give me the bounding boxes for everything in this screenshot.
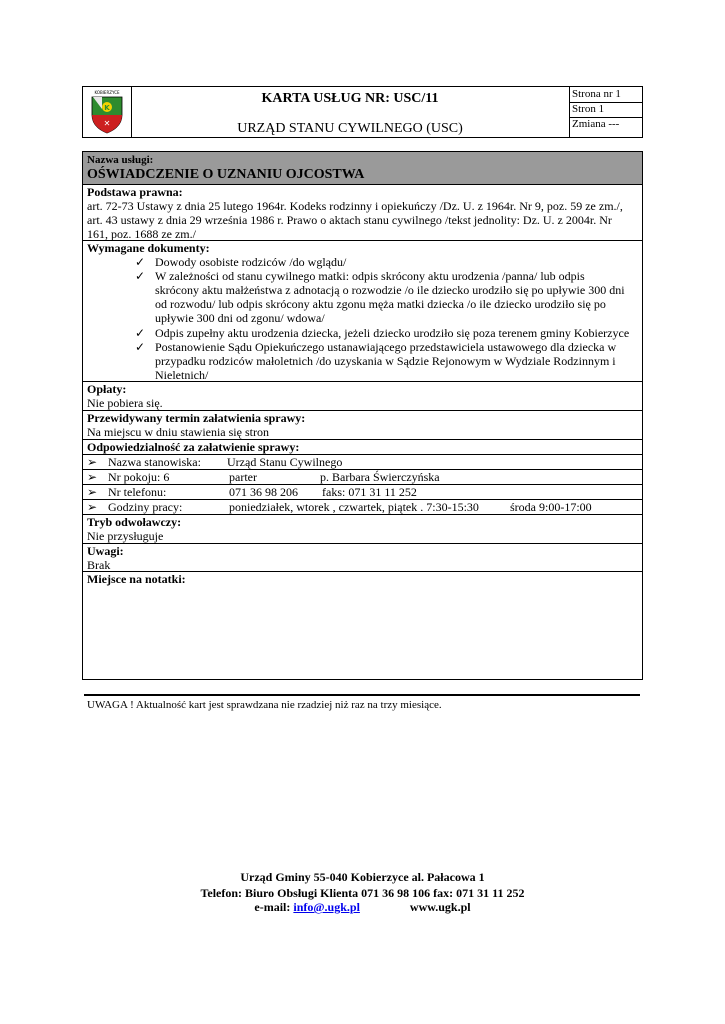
notes-section[interactable] [83,572,642,678]
appeal-value: Nie przysługuje [87,529,164,543]
divider [84,694,640,696]
deadline-section [83,411,642,439]
legal-basis-section [83,185,642,239]
legal-basis-line: art. 43 ustawy z dnia 29 września 1986 r. Prawo o aktach stanu cywilnego /tekst jednolity: Dz. U. z 2004r. Nr [87,213,612,227]
service-name: OŚWIADCZENIE O UZNANIU OJCOSTWA [87,167,365,182]
fees-label: Opłaty: [87,382,127,396]
header-table [82,86,643,138]
check-icon: ✓ [135,340,146,354]
document-item: od rozwodu/ lub odpis skrócony aktu zgonu męża matki dziecka /o ile dziecko urodziło się po [155,297,606,311]
hours-label: Godziny pracy: [108,500,183,514]
service-card-table [82,151,643,680]
room-floor: parter [229,470,257,484]
responsibility-label: Odpowiedzialność za załatwienie sprawy: [87,440,300,454]
remarks-label: Uwagi: [87,544,124,558]
service-name-label: Nazwa usługi: [87,154,154,166]
document-item: Postanowienie Sądu Opiekuńczego ustanawiającego przedstawiciela ustawowego dla dziecka w [155,340,617,354]
appeal-section [83,515,642,543]
room-label: Nr pokoju: 6 [108,470,170,484]
legal-basis-label: Podstawa prawna: [87,185,183,199]
arrow-bullet-icon: ➢ [87,470,98,484]
room-person: p. Barbara Świerczyńska [320,470,440,484]
responsibility-position-row [83,455,642,469]
phone-label: Nr telefonu: [108,485,167,499]
svg-text:✕: ✕ [103,119,111,128]
deadline-label: Przewidywany termin załatwienia sprawy: [87,411,306,425]
check-icon: ✓ [135,326,146,340]
document-item: Nieletnich/ [155,368,209,382]
remarks-value: Brak [87,558,111,572]
document-item: skrócony aktu małżeństwa z adnotacją o rozwodzie /o ile dziecko urodziło się po upływie 300 dni [155,283,625,297]
document-item: przypadku rodziców małoletnich /do uzyskania w Sądzie Rejonowym w Wydziale Rodzinnym i [155,354,616,368]
arrow-bullet-icon: ➢ [87,485,98,499]
fees-section [83,382,642,410]
document-item: Odpis zupełny aktu urodzenia dziecka, jeżeli dziecko urodziło się poza terenem gminy Kobierzyce [155,326,630,340]
website: www.ugk.pl [409,900,471,914]
update-notice: UWAGA ! Aktualność kart jest sprawdzana nie rzadziej niż raz na trzy miesiące. [87,699,442,711]
required-documents-label: Wymagane dokumenty: [87,241,210,255]
page-count: Stron 1 [572,103,605,115]
deadline-value: Na miejscu w dniu stawienia się stron [87,425,269,439]
footer-contact [0,900,725,915]
service-name-section [83,152,642,184]
email-label: e-mail: [254,900,294,914]
legal-basis-line: 161, poz. 1688 ze zm./ [87,227,196,241]
document-item: W zależności od stanu cywilnego matki: odpis skrócony aktu urodzenia /panna/ lub odpis [155,269,585,283]
responsibility-room-row [83,470,642,484]
svg-text:KOBIERZYCE: KOBIERZYCE [94,90,120,95]
appeal-label: Tryb odwoławczy: [87,515,182,529]
footer-address: Urząd Gminy 55-040 Kobierzyce al. Pałacowa 1 [240,870,485,884]
check-icon: ✓ [135,255,146,269]
card-title: KARTA USŁUG NR: USC/11 [261,91,439,106]
hours-value: poniedziałek, wtorek , czwartek, piątek . 7:30-15:30 [229,500,479,514]
responsibility-hours-row [83,500,642,514]
title-cell [131,87,570,137]
required-documents-section [83,241,642,381]
legal-basis-line: art. 72-73 Ustawy z dnia 25 lutego 1964r. Kodeks rodzinny i opiekuńczy /Dz. U. z 1964r. Nr 9, poz. 59 ze zm./, [87,199,623,213]
svg-text:K: K [104,104,110,112]
document-item: upływie 300 dni od zgonu/ wdowa/ [155,311,325,325]
check-icon: ✓ [135,269,146,283]
phone-value: 071 36 98 206 [229,485,298,499]
responsibility-label-row [83,440,642,454]
page-meta-cell [570,87,643,137]
revision: Zmiana --- [572,118,620,130]
hours-wednesday: środa 9:00-17:00 [510,500,592,514]
footer-phone: Telefon: Biuro Obsługi Klienta 071 36 98 106 fax: 071 31 11 252 [200,886,525,900]
position-value: Urząd Stanu Cywilnego [227,455,343,469]
page-number: Strona nr 1 [572,88,621,100]
notes-label: Miejsce na notatki: [87,572,186,586]
office-name: URZĄD STANU CYWILNEGO (USC) [237,121,463,136]
fees-value: Nie pobiera się. [87,396,163,410]
responsibility-phone-row [83,485,642,499]
coat-of-arms-logo [84,87,130,137]
arrow-bullet-icon: ➢ [87,500,98,514]
email-link[interactable]: info@.ugk.pl [293,900,360,914]
arrow-bullet-icon: ➢ [87,455,98,469]
position-label: Nazwa stanowiska: [108,455,201,469]
remarks-section [83,544,642,572]
logo-cell [83,87,132,137]
fax-value: faks: 071 31 11 252 [322,485,417,499]
document-item: Dowody osobiste rodziców /do wglądu/ [155,255,347,269]
